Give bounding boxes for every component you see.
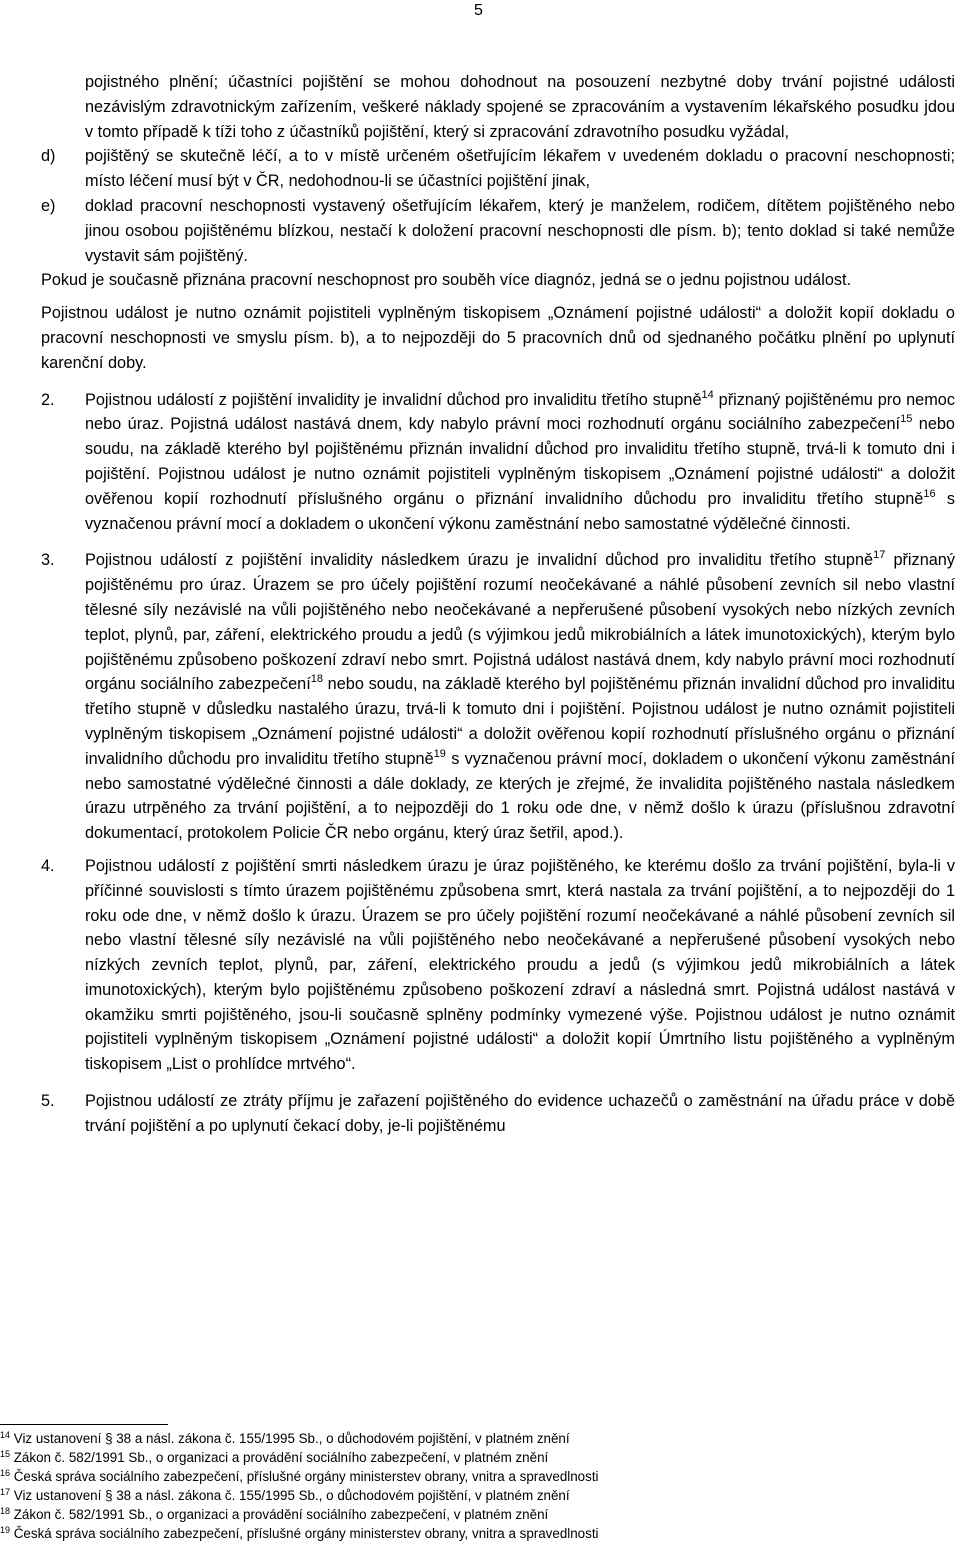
footnote-text: Viz ustanovení § 38 a násl. zákona č. 155/1995 Sb., o důchodovém pojištění, v platném znění [13,1487,570,1503]
footnote-19 [0,1525,960,1544]
list-item-d [41,144,955,194]
footnote-ref: 18 [310,673,323,686]
footnote-divider [0,1424,168,1425]
list-text: pojištěný se skutečně léčí, a to v místě určeném ošetřujícím lékařem v uvedeném dokladu o pracovní neschopnosti; místo léčení musí být v ČR, nedohodnou-li se účastníci pojištění jinak, [85,147,955,191]
footnote-number: 15 [0,1448,11,1459]
footnote-14 [0,1430,960,1449]
footnote-number: 18 [0,1505,11,1516]
list-label: e) [41,196,56,215]
numbered-item-3 [41,548,955,846]
footnote-17 [0,1487,960,1506]
diagnoses-paragraph: Pokud je současně přiznána pracovní neschopnost pro souběh více diagnóz, jedná se o jednu pojistnou událost. [41,271,852,290]
footnote-15 [0,1449,960,1468]
footnote-text: Viz ustanovení § 38 a násl. zákona č. 155/1995 Sb., o důchodovém pojištění, v platném znění [13,1431,570,1446]
list-item-e [41,194,955,268]
footnotes [0,1430,960,1543]
footnote-ref: 14 [701,388,714,401]
text-part: nebo soudu, na základě kterého byl pojištěnému přiznán invalidní důchod pro invaliditu třetího stupně, trvá-li k tomuto dni i pojištění. Pojistnou událost je nutno oznámit pojistiteli vyplněným tiskopisem „Oznámení pojistné události“ a doložit ověřenou kopií rozhodnutí příslušného orgánu o přiznání invalidního důchodu pro invaliditu třetího stupně [85,415,955,508]
continuation-paragraph: pojistného plnění; účastníci pojištění se mohou dohodnout na posouzení nezbytné doby trvání pojistné události nezávislým zdravotnickým zařízením, veškeré náklady spojené se zpracováním a vystavením lékařského posudku jdou v tomto případě k tíži toho z účastníků pojištění, který si zpracování zdravotního posudku vyžádal, [85,73,955,141]
item-text [85,388,955,537]
footnote-text: Zákon č. 582/1991 Sb., o organizaci a provádění sociálního zabezpečení, v platném znění [13,1506,549,1522]
footnote-18 [0,1506,960,1525]
footnote-text: Česká správa sociálního zabezpečení, příslušné orgány ministerstev obrany, vnitra a spravedlnosti [13,1468,599,1484]
numbered-item-2 [41,388,955,537]
footnote-16 [0,1468,960,1487]
text-part: s vyznačenou právní mocí, dokladem o ukončení výkonu zaměstnání nebo samostatné výdělečné činnosti a dále doklady, ze kterých je zřejmé, že invalidita pojištěného nastala následkem úrazu utrpěného za trvání pojištění, a to nejpozději do 1 roku ode dne, v němž došlo k úrazu (příslušnou zdravotní dokumentací, protokolem Policie ČR nebo orgánu, který úraz šetřil, apod.). [85,749,956,843]
item-number: 4. [41,856,55,875]
text-part: Pojistnou událostí z pojištění invalidity následkem úrazu je invalidní důchod pro invaliditu třetího stupně [85,551,874,570]
footnote-number: 17 [0,1486,11,1497]
list-text: doklad pracovní neschopnosti vystavený ošetřujícím lékařem, který je manželem, rodičem, dítětem pojištěného nebo jinou osobou pojištěnému blízkou, nestačí k doložení pracovní neschopnosti dle písm. b); tento doklad si také nemůže vystavit sám pojištěný. [85,196,955,265]
item-text: Pojistnou událostí z pojištění smrti následkem úrazu je úraz pojištěného, ke kterému došlo za trvání pojištění, byla-li v příčinné souvislosti s tímto úrazem pojištěnému způsobena smrt, která nastala za trvání pojištění, a to nejpozději do 1 roku ode dne, v němž došlo k úrazu. Úrazem se pro účely pojištění rozumí neočekávané a náhlé působení zevních sil nebo vlastní tělesné síly nezávislé na vůli pojištěného nebo neočekávané a nepřerušené působení vysokých nebo nízkých zevních teplot, plynů, par, záření, elektrického proudu a jedů (s výjimkou jedů mikrobiálních a látek imunotoxických), kterým bylo pojištěnému způsobeno poškození zdraví a následná smrt. Pojistná událost nastává v okamžiku smrti pojištěného, jsou-li současně splněny podmínky vymezené výše. Pojistnou událost je nutno oznámit pojistiteli vyplněným tiskopisem „Oznámení pojistné události“ a doložit kopií Úmrtního listu pojištěného a vyplněným tiskopisem „List o prohlídce mrtvého“. [85,856,955,1074]
footnote-ref: 16 [923,487,936,500]
numbered-item-5 [41,1089,955,1139]
item-number: 5. [41,1092,55,1111]
footnote-number: 14 [0,1430,11,1440]
text-part: přiznaný pojištěnému pro nemoc nebo úraz. Pojistná událost nastává dnem, kdy nabylo právní moci rozhodnutí orgánu sociálního zabezpečení [85,390,955,434]
item-text: Pojistnou událostí ze ztráty příjmu je zařazení pojištěného do evidence uchazečů o zaměstnání na úřadu práce v době trvání pojištění a po uplynutí čekací doby, je-li pojištěnému [85,1092,955,1135]
text-part: Pojistnou událostí z pojištění invalidity je invalidní důchod pro invaliditu třetího stupně [85,390,702,409]
item-number: 2. [41,390,55,409]
footnote-number: 16 [0,1467,11,1478]
footnote-ref: 19 [433,747,446,760]
footnote-text: Česká správa sociálního zabezpečení, příslušné orgány ministerstev obrany, vnitra a spravedlnosti [13,1525,599,1541]
footnote-text: Zákon č. 582/1991 Sb., o organizaci a provádění sociálního zabezpečení, v platném znění [13,1449,549,1465]
text-part: přiznaný pojištěnému pro úraz. Úrazem se pro účely pojištění rozumí neočekávané a náhlé působení zevních sil nebo vlastní tělesné síly nezávislé na vůli pojištěného nebo neočekávané a nepřerušené působení vysokých nebo nízkých zevních teplot, plynů, par, záření, elektrického proudu a jedů (s výjimkou jedů mikrobiálních a látek imunotoxických), kterým bylo pojištěnému způsobeno poškození zdraví nebo smrt. Pojistná událost nastává dnem, kdy nabylo právní moci rozhodnutí orgánu sociálního zabezpečení [85,551,955,694]
item-number: 3. [41,551,55,570]
list-label: d) [41,147,56,166]
notification-paragraph: Pojistnou událost je nutno oznámit pojistiteli vyplněným tiskopisem „Oznámení pojistné události“ a doložit kopií dokladu o pracovní neschopnosti ve smyslu písm. b), a to nejpozději do 5 pracovních dnů od sjednaného počátku plnění po uplynutí karenční doby. [41,304,955,372]
footnote-number: 19 [0,1524,11,1535]
document-body [41,70,955,1139]
footnote-ref: 17 [873,549,886,562]
page-number: 5 [474,2,483,19]
footnote-ref: 15 [900,413,913,426]
text-part: nebo soudu, na základě kterého byl pojištěnému přiznán invalidní důchod pro invaliditu třetího stupně v důsledku nastalého úrazu, trvá-li k tomuto dni i pojištění. Pojistnou událost je nutno oznámit pojistiteli vyplněným tiskopisem „Oznámení pojistné události“ a doložit ověřenou kopií rozhodnutí příslušného orgánu o přiznání invalidního důchodu pro invaliditu třetího stupně [85,675,955,768]
text-part: s vyznačenou právní mocí a dokladem o ukončení výkonu zaměstnání nebo samostatné výdělečné činnosti. [85,489,955,533]
item-text [85,548,955,846]
numbered-item-4 [41,854,955,1077]
